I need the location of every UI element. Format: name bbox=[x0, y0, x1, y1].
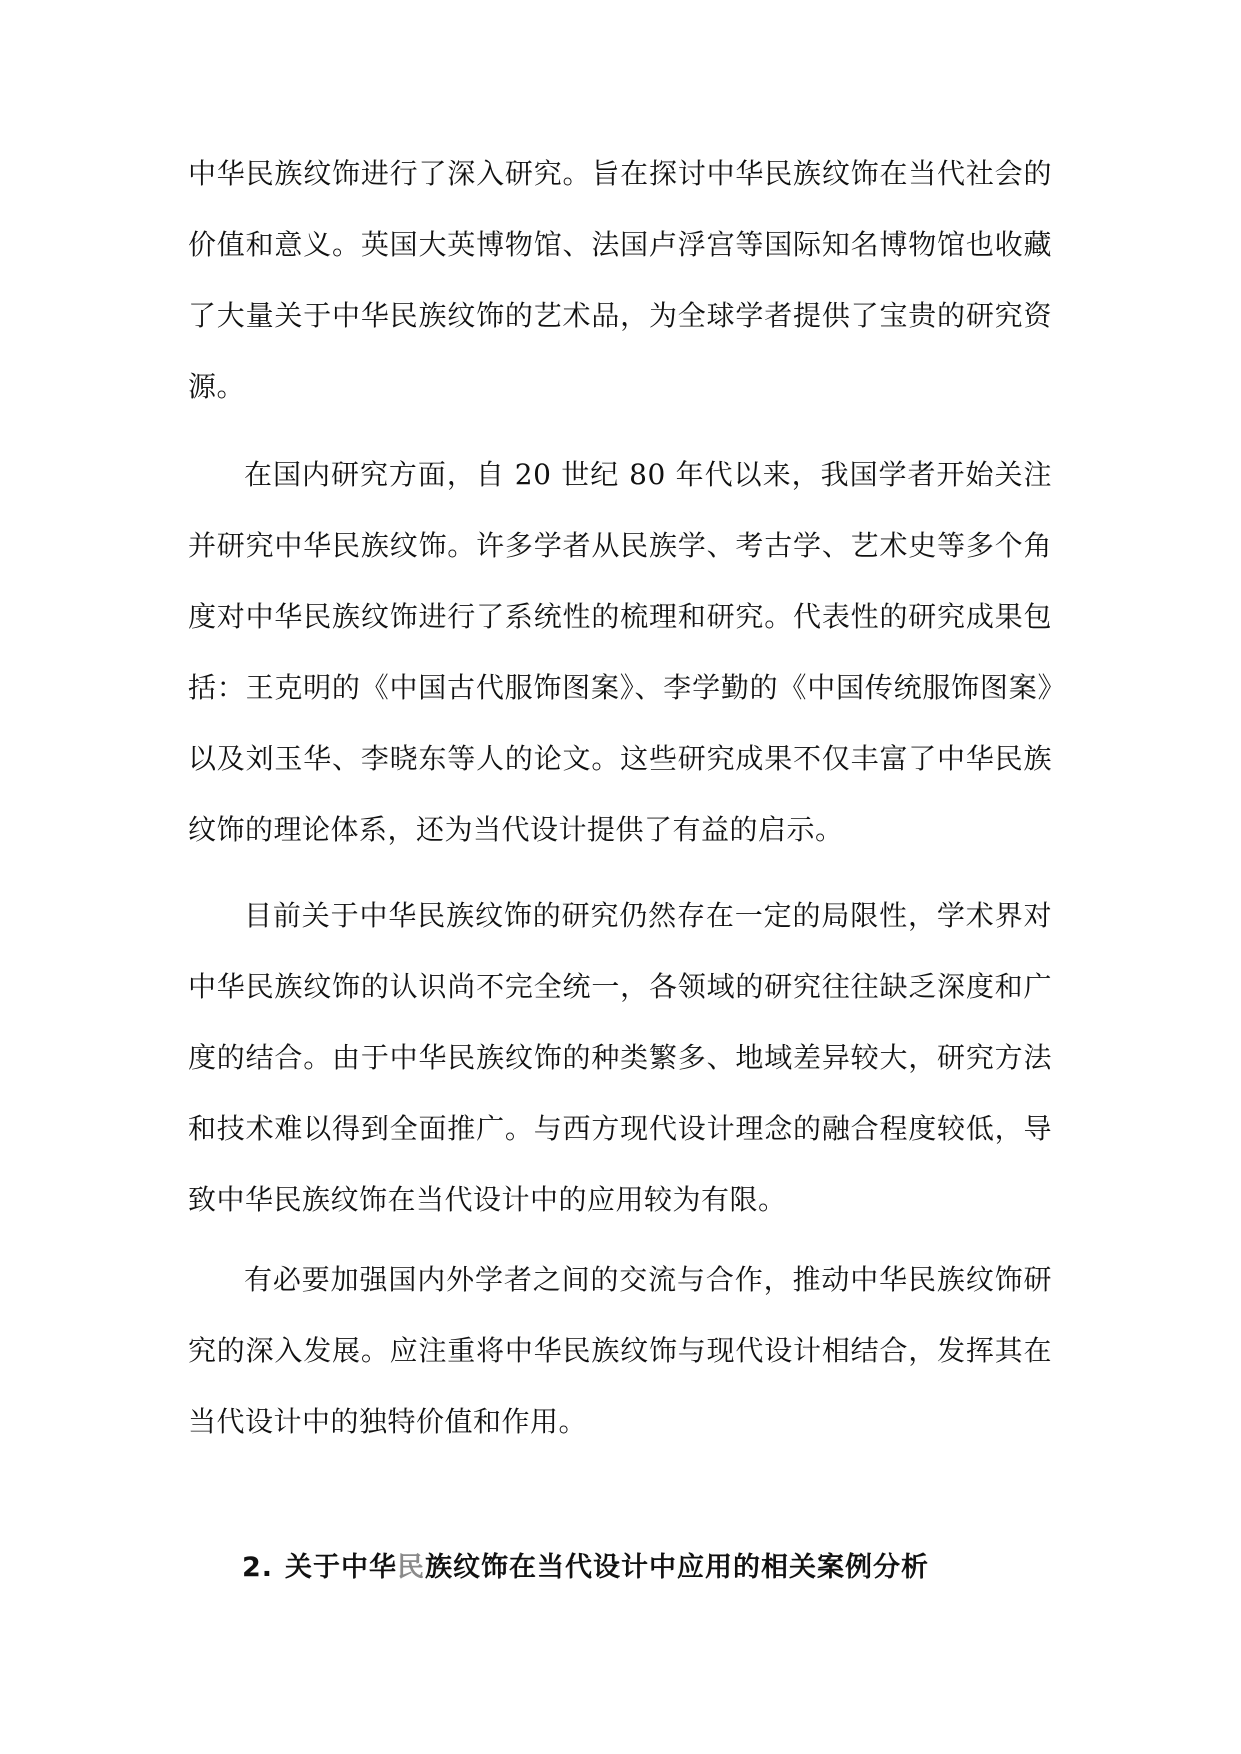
heading-text-start: 关于中华 bbox=[285, 1552, 398, 1583]
paragraph-3: 目前关于中华民族纹饰的研究仍然存在一定的局限性，学术界对中华民族纹饰的认识尚不完全统一，各领域的研究往往缺乏深度和广度的结合。由于中华民族纹饰的种类繁多、地域差异较大，研究方法和技术难以得到全面推广。与西方现代设计理念的融合程度较低，导致中华民族纹饰在当代设计中的应用较为有限。 bbox=[188, 899, 1052, 1216]
paragraph-2: 在国内研究方面，自 20 世纪 80 年代以来，我国学者开始关注并研究中华民族纹饰。许多学者从民族学、考古学、艺术史等多个角度对中华民族纹饰进行了系统性的梳理和研究。代表性的研究成果包括：王克明的《中国古代服饰图案》、李学勤的《中国传统服饰图案》以及刘玉华、李晓东等人的论文。这些研究成果不仅丰富了中华民族纹饰的理论体系，还为当代设计提供了有益的启示。 bbox=[188, 458, 1052, 846]
section-number: 2. bbox=[242, 1552, 274, 1583]
heading-text-end: 族纹饰在当代设计中应用的相关案例分析 bbox=[425, 1552, 930, 1583]
paragraph-4: 有必要加强国内外学者之间的交流与合作，推动中华民族纹饰研究的深入发展。应注重将中华民族纹饰与现代设计相结合，发挥其在当代设计中的独特价值和作用。 bbox=[188, 1263, 1052, 1438]
section-heading bbox=[242, 1548, 1062, 1588]
heading-text-faded-char: 民 bbox=[397, 1552, 426, 1583]
paragraph-1: 中华民族纹饰进行了深入研究。旨在探讨中华民族纹饰在当代社会的价值和意义。英国大英博物馆、法国卢浮宫等国际知名博物馆也收藏了大量关于中华民族纹饰的艺术品，为全球学者提供了宝贵的研究资源。 bbox=[188, 157, 1052, 403]
